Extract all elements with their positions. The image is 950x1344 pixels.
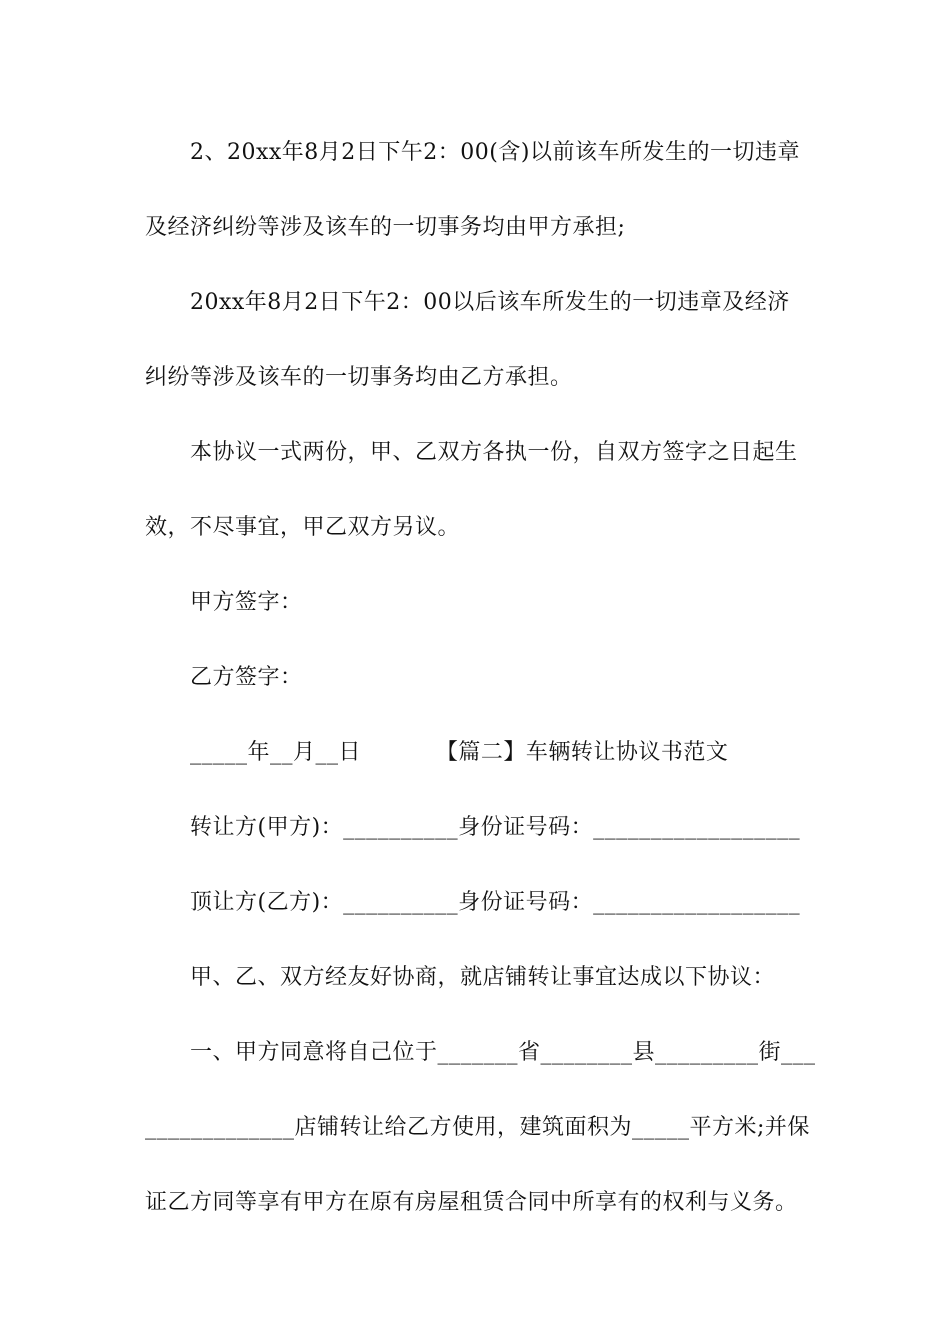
transferee-line: 顶让方(乙方)：__________身份证号码：__________________	[190, 890, 801, 915]
clause-1-line-1: 一、甲方同意将自己位于_______省________县_________街___	[190, 1040, 816, 1065]
paragraph-line-3: 20xx年8月2日下午2：00以后该车所发生的一切违章及经济	[190, 290, 790, 315]
paragraph-line-1: 2、20xx年8月2日下午2：00(含)以前该车所发生的一切违章	[190, 140, 800, 165]
party-a-signature: 甲方签字：	[190, 590, 303, 615]
clause-1-line-2: _____________店铺转让给乙方使用，建筑面积为_____平方米;并保	[145, 1115, 810, 1140]
party-b-signature: 乙方签字：	[190, 665, 303, 690]
clause-1-line-3: 证乙方同等享有甲方在原有房屋租赁合同中所享有的权利与义务。	[145, 1190, 798, 1215]
date-and-section-title: _____年__月__日 【篇二】车辆转让协议书范文	[190, 740, 729, 765]
paragraph-line-4: 纠纷等涉及该车的一切事务均由乙方承担。	[145, 365, 573, 390]
paragraph-line-6: 效，不尽事宜，甲乙双方另议。	[145, 515, 461, 540]
paragraph-line-5: 本协议一式两份，甲、乙双方各执一份，自双方签字之日起生	[190, 440, 798, 465]
transferor-line: 转让方(甲方)：__________身份证号码：__________________	[190, 815, 801, 840]
paragraph-line-2: 及经济纠纷等涉及该车的一切事务均由甲方承担;	[145, 215, 626, 240]
agreement-intro: 甲、乙、双方经友好协商，就店铺转让事宜达成以下协议：	[190, 965, 776, 990]
